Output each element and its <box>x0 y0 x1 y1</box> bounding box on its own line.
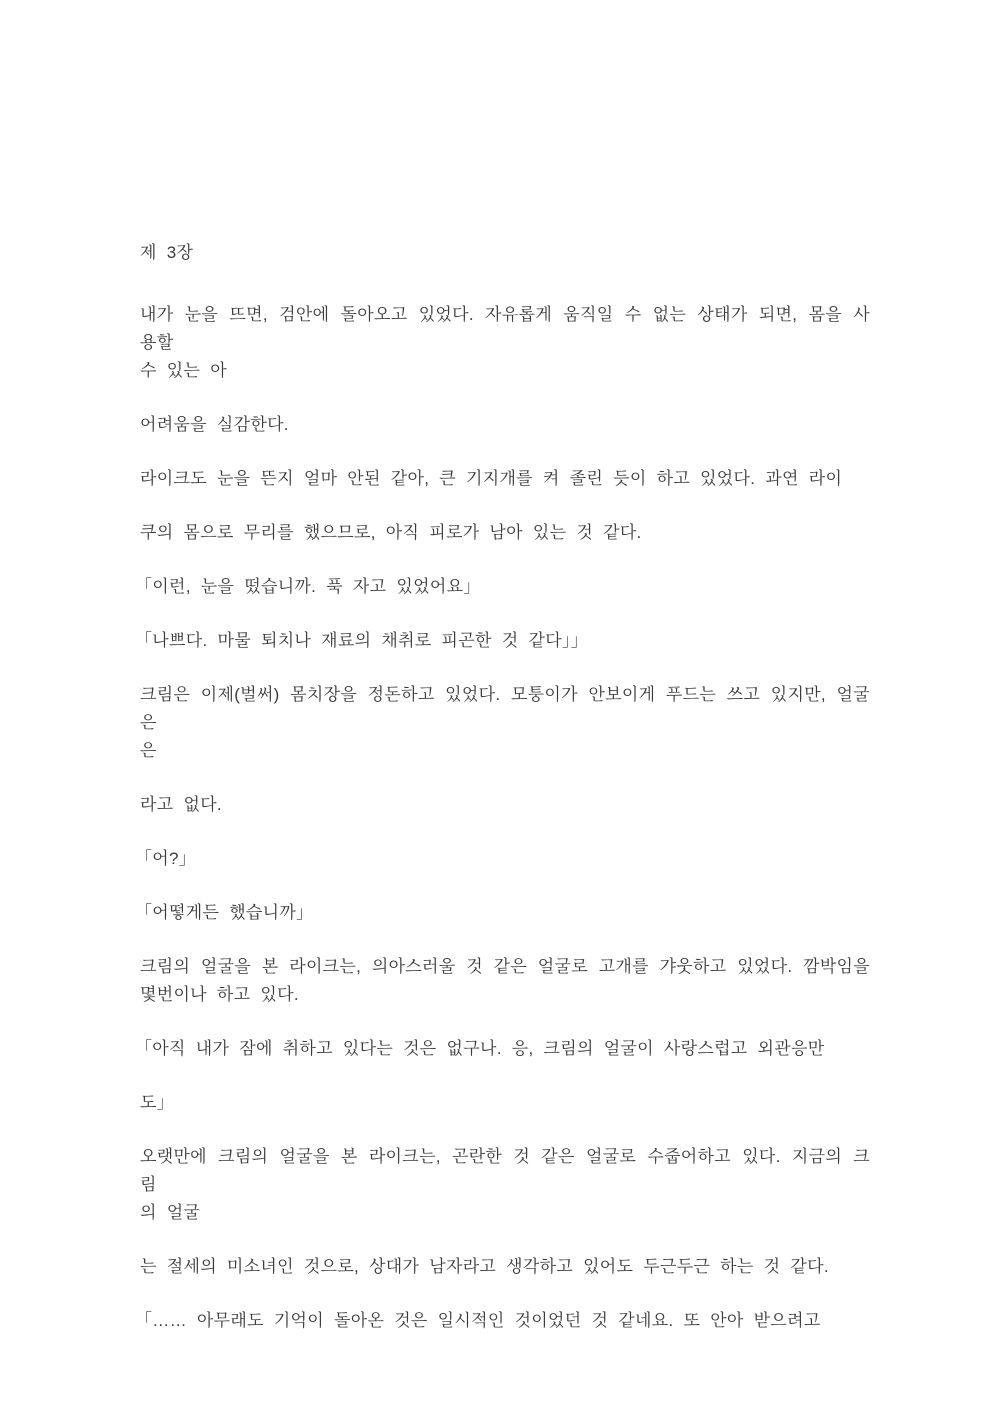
text-line: 어려움을 실감한다. <box>140 415 289 434</box>
paragraph <box>140 411 870 439</box>
chapter-heading <box>140 239 870 267</box>
text-line: 크림은 이제(벌써) 몸치장을 정돈하고 있었다. 모퉁이가 안보이게 푸드는 쓰고 있지만, 얼굴은 <box>140 685 870 732</box>
text-line: 의 얼굴 <box>140 1203 201 1222</box>
text-line: 라이크도 눈을 뜬지 얼마 안된 같아, 큰 기지개를 켜 졸린 듯이 하고 있었다. 과연 라이 <box>140 469 843 488</box>
dialogue-paragraph <box>135 1035 870 1063</box>
dialogue-paragraph <box>135 573 870 601</box>
text-line: 제 3장 <box>140 243 194 262</box>
dialogue-paragraph <box>135 627 870 655</box>
text-line: 라고 없다. <box>140 795 222 814</box>
paragraph <box>140 681 870 765</box>
text-line: 「나쁘다. 마물 퇴치나 재료의 채취로 피곤한 것 같다」」 <box>135 631 589 650</box>
text-line: 오랫만에 크림의 얼굴을 본 라이크는, 곤란한 것 같은 얼굴로 수줍어하고 있다. 지금의 크림 <box>140 1147 870 1194</box>
text-line: 「어?」 <box>135 849 197 868</box>
paragraph <box>140 301 870 385</box>
dialogue-paragraph <box>135 845 870 873</box>
text-line: 내가 눈을 뜨면, 검안에 돌아오고 있었다. 자유롭게 움직일 수 없는 상태가 되면, 몸을 사용할 <box>140 305 870 352</box>
paragraph <box>140 1089 870 1117</box>
text-line: 「어떻게든 했습니까」 <box>135 903 314 922</box>
dialogue-paragraph <box>135 899 870 927</box>
paragraph <box>140 791 870 819</box>
text-line: 「아직 내가 잠에 취하고 있다는 것은 없구나. 응, 크림의 얼굴이 사랑스럽고 외관응만 <box>135 1039 825 1058</box>
text-line: 쿠의 몸으로 무리를 했으므로, 아직 피로가 남아 있는 것 같다. <box>140 523 642 542</box>
text-line: 수 있는 아 <box>140 361 227 380</box>
text-line: 「…… 아무래도 기억이 돌아온 것은 일시적인 것이었던 것 같네요. 또 안아 받으려고 <box>135 1311 821 1330</box>
paragraph <box>140 1253 870 1281</box>
text-line: 은 <box>140 741 157 760</box>
paragraph <box>140 465 870 493</box>
text-line: 도」 <box>140 1093 175 1112</box>
paragraph <box>140 953 870 1009</box>
text-line: 크림의 얼굴을 본 라이크는, 의아스러울 것 같은 얼굴로 고개를 갸웃하고 있었다. 깜박임을 <box>140 957 870 976</box>
paragraph <box>140 1143 870 1227</box>
text-line: 「이런, 눈을 떴습니까. 푹 자고 있었어요」 <box>135 577 481 596</box>
paragraph <box>140 519 870 547</box>
text-line: 는 절세의 미소녀인 것으로, 상대가 남자라고 생각하고 있어도 두근두근 하는 것 같다. <box>140 1257 829 1276</box>
text-line: 몇번이나 하고 있다. <box>140 985 299 1004</box>
dialogue-paragraph <box>135 1307 870 1335</box>
